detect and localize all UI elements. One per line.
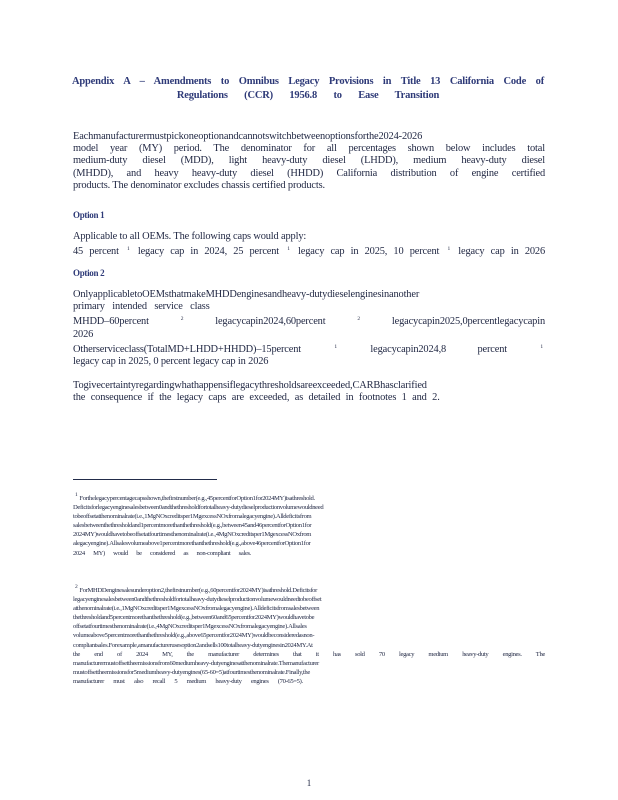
option-2-line-2: primary intended service class bbox=[73, 301, 210, 313]
option-2-mhdd-2025: legacycapin2025,0percentlegacycapin bbox=[391, 316, 546, 328]
footnote-1-line-4: salesbetweenthethresholdand1percentmorethanthethreshold(e.g.,between45and46percentforOption1for bbox=[73, 522, 312, 530]
footnote-ref-2: 2 bbox=[357, 316, 360, 323]
footnote-2-line-7: compliantsales.Forexample,amanufacturerusesoption2andsells100totalheavy-dutyenginesin2024MY.At bbox=[73, 641, 313, 649]
footnote-2 bbox=[73, 583, 545, 686]
intro-line-4: (MHDD), and heavy heavy-duty diesel (HHDD) California distribution of engine certified bbox=[73, 167, 545, 179]
option-2-mhdd-2024: legacycapin2024,60percent bbox=[215, 316, 326, 328]
footnote-1 bbox=[73, 491, 545, 558]
footnote-2-line-5: offsetatfourtimesthenominalrate(i.e.,4MgNOxcreditsper1MgexcessNOxfromalegacyengine).Allsales bbox=[73, 623, 307, 631]
footnote-1-line-7: 2024 MY) would be considered as non-compliant sales. bbox=[73, 549, 252, 557]
footnote-ref-1: 1 bbox=[334, 343, 338, 350]
option-2-other-percent: percent bbox=[477, 343, 507, 355]
option-1-heading: Option 1 bbox=[73, 210, 105, 220]
option-1-paragraph bbox=[73, 231, 545, 258]
footnote-1-text: Forthelegacypercentagecapsshown,thefirstnumber(e.g.,45percentforOption1for2024MY)isathreshold. bbox=[79, 495, 315, 502]
footnote-ref-1: 1 bbox=[127, 246, 130, 253]
option-1-cap-2026: legacy cap in 2025, 10 percent bbox=[298, 246, 440, 258]
intro-line-3: medium-duty diesel (MDD), light heavy-duty diesel (LHDD), medium heavy-duty diesel bbox=[73, 155, 545, 167]
footnote-2-line-11: manufacturer must also recall 5 medium heavy-duty engines (70-65=5). bbox=[73, 677, 303, 685]
option-2-line-1: OnlyapplicabletoOEMsthatmakeMHDDenginesandheavy-dutydieselenginesinanother bbox=[73, 289, 420, 300]
title-line-2: Regulations (CCR) 1956.8 to Ease Transition bbox=[176, 90, 440, 101]
option-2-line-4: 2026 bbox=[73, 328, 94, 340]
page-title bbox=[72, 75, 544, 103]
option-1-cap-2025: legacy cap in 2024, 25 percent bbox=[137, 246, 280, 258]
intro-paragraph bbox=[73, 131, 545, 192]
footnote-ref-1: 1 bbox=[540, 343, 544, 350]
footnote-ref-2: 2 bbox=[180, 316, 184, 323]
intro-line-2: model year (MY) period. The denominator for all percentages shown below includes total bbox=[73, 143, 545, 155]
footnote-2-line-9: manufacturermustoffsettheemissionsfrom60mediumheavy-dutyenginesatthenominalrate.Themanufacturer bbox=[73, 659, 319, 667]
closing-paragraph bbox=[73, 380, 545, 404]
option-2-line-5 bbox=[73, 341, 545, 356]
option-2-line-6: legacy cap in 2025, 0 percent legacy cap in 2026 bbox=[73, 356, 269, 368]
footnote-2-text: ForMHDDenginesalesunderoption2,thefirstnumber(e.g.,60percentfor2024MY)isathreshold.Deficitsfor bbox=[79, 587, 317, 594]
title-line-1: Appendix A – Amendments to Omnibus Legacy Provisions in Title 13 California Code of bbox=[72, 76, 544, 87]
footnote-divider bbox=[73, 479, 217, 480]
footnote-ref-1: 1 bbox=[447, 246, 451, 253]
option-1-line-1: Applicable to all OEMs. The following caps would apply: bbox=[73, 231, 307, 242]
footnote-2-number: 2 bbox=[75, 584, 78, 590]
footnote-2-line-2: legacyenginesalesbetween0andthethresholdfortotalheavy-dutydieselproductionvolumewouldneedtobeoffset bbox=[73, 596, 322, 604]
footnote-2-line-10: mustoffsettheemissionsfor5mediumheavy-dutyengines(65-60=5)atfourtimesthenominalrate.Finally,the bbox=[73, 668, 310, 676]
option-1-line-2 bbox=[73, 243, 545, 258]
page-number: 1 bbox=[306, 778, 312, 788]
option-2-paragraph bbox=[73, 289, 545, 368]
footnote-2-line-4: thethresholdand5percentmorethanthethreshold(e.g.,between60and65percentfor2024MY)wouldhavetobe bbox=[73, 614, 315, 622]
footnote-1-line-2: Deficitsforlegacyenginesalesbetween0andthethresholdfortotalheavy-dutydieselproductionvolumewouldneed bbox=[73, 504, 324, 512]
option-1-cap-end: legacy cap in 2026 bbox=[458, 246, 546, 258]
intro-line-1: Eachmanufacturermustpickoneoptionandcannotswitchbetweenoptionsforthe2024-2026 bbox=[73, 131, 423, 142]
option-2-line-3 bbox=[73, 313, 545, 328]
option-2-other-label: Otherserviceclass(TotalMD+LHDD+HHDD)–15percent bbox=[73, 343, 301, 355]
option-1-cap-2024: 45 percent bbox=[73, 246, 119, 258]
option-2-mhdd-label: MHDD–60percent bbox=[73, 316, 149, 328]
footnote-ref-1: 1 bbox=[287, 246, 290, 253]
footnote-1-line-6: alegacyengine).Allsalesvolumeabove1percentmorethanthethreshold(e.g.,above46percentforOption1for bbox=[73, 540, 311, 548]
closing-line-1: Togivecertaintyregardingwhathappensiflegacythresholdsareexceeded,CARBhasclarified bbox=[73, 380, 427, 391]
footnote-1-number: 1 bbox=[75, 492, 78, 498]
intro-line-5: products. The denominator excludes chassis certified products. bbox=[73, 179, 325, 191]
closing-line-2: the consequence if the legacy caps are exceeded, as detailed in footnotes 1 and 2. bbox=[73, 392, 440, 404]
footnote-1-line-5: 2024MY)wouldhavetobeoffsetatfourtimesthenominalrate(i.e.,4MgNOxcreditsper1MgexcessNOxfrom bbox=[73, 531, 312, 539]
footnote-1-line-1 bbox=[73, 491, 545, 503]
footnote-2-line-3: atthenominalrate(i.e.,1MgNOxcreditsper1MgexcessNOxfromalegacyengine).Alldeficitsfromsalesbetween bbox=[73, 605, 320, 613]
footnote-2-line-8: the end of 2024 MY, the manufacturer determines that it has sold 70 legacy medium heavy-duty engines. The bbox=[73, 650, 545, 658]
option-2-heading: Option 2 bbox=[73, 268, 105, 278]
footnote-1-line-3: tobeoffsetatthenominalrate(i.e.,1MgNOxcreditsper1MgexcessNOxfromalegacyengine).Alldeficitsfrom bbox=[73, 513, 312, 521]
footnote-2-line-1 bbox=[73, 583, 545, 595]
option-2-other-2024: legacycapin2024,8 bbox=[370, 343, 447, 355]
footnote-2-line-6: volumeabove5percentmorethanthethreshold(e.g.,above65percentfor2024MY)wouldbeconsideredasnon- bbox=[73, 632, 315, 640]
